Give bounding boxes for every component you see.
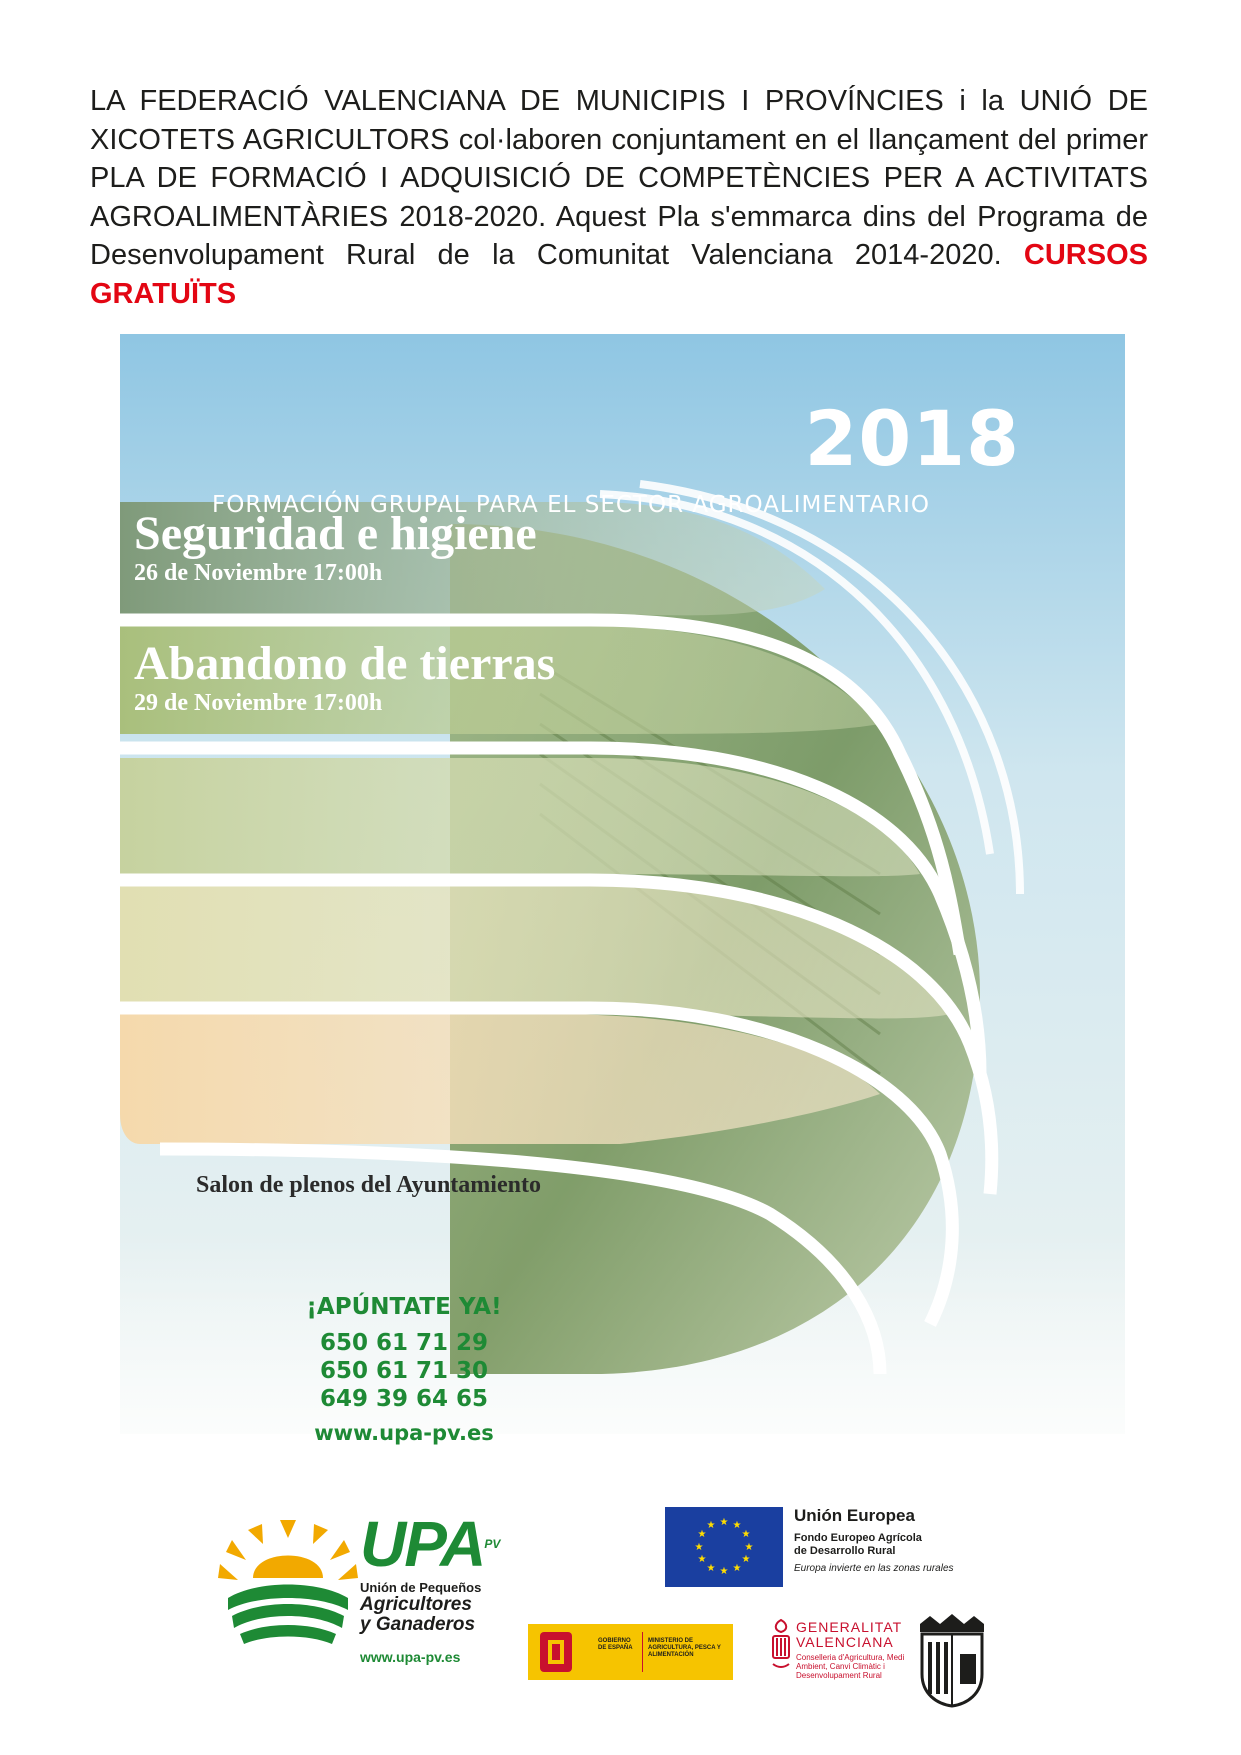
upa-website[interactable]: www.upa-pv.es: [360, 1649, 461, 1665]
eu-sub-2: de Desarrollo Rural: [794, 1545, 896, 1557]
phone-number-2: 650 61 71 30: [319, 1358, 489, 1384]
gobierno-label: GOBIERNO DE ESPAÑA: [598, 1638, 633, 1651]
course-title-1: Seguridad e higiene: [134, 507, 537, 560]
svg-text:★: ★: [732, 1563, 742, 1574]
poster-year: 2018: [804, 394, 1020, 483]
phone-number-1: 650 61 71 29: [319, 1330, 489, 1356]
course-poster: [120, 334, 1125, 1755]
poster-subtitle: FORMACIÓN GRUPAL PARA EL SECTOR AGROALIMENTARIO: [212, 492, 930, 518]
svg-text:★: ★: [741, 1529, 751, 1540]
website-link[interactable]: www.upa-pv.es: [314, 1421, 494, 1445]
gva-emblem-icon: [768, 1618, 794, 1676]
eu-title: Unión Europea: [794, 1506, 915, 1525]
svg-text:★: ★: [697, 1529, 707, 1540]
venue-label: Salon de plenos del Ayuntamiento: [196, 1172, 541, 1198]
svg-text:★: ★: [719, 1566, 729, 1577]
gva-logo-text: [796, 1620, 908, 1680]
svg-text:★: ★: [719, 1517, 729, 1528]
eu-fund-text: [794, 1506, 954, 1574]
signup-call-to-action: ¡APÚNTATE YA!: [306, 1294, 502, 1320]
svg-text:★: ★: [706, 1563, 716, 1574]
gobierno-logo: [528, 1624, 733, 1680]
svg-text:★: ★: [706, 1520, 716, 1531]
gva-sub: Conselleria d'Agricultura, Medi Ambient, Canvi Climàtic i Desenvolupament Rural: [796, 1653, 905, 1680]
intro-paragraph: [90, 82, 1148, 313]
municipal-crest-icon: [912, 1614, 992, 1708]
upa-line-2: Agricultores: [360, 1594, 472, 1615]
course-title-2: Abandono de tierras: [134, 637, 556, 690]
eu-flag-icon: [665, 1507, 783, 1587]
upa-wordmark: UPA: [360, 1508, 485, 1580]
phone-number-3: 649 39 64 65: [319, 1386, 489, 1412]
upa-line-3: y Ganaderos: [360, 1614, 476, 1635]
svg-text:★: ★: [697, 1554, 707, 1565]
svg-text:★: ★: [732, 1520, 742, 1531]
upa-logo-text: [360, 1508, 520, 1665]
contact-block: [254, 1294, 554, 1445]
intro-text: LA FEDERACIÓ VALENCIANA DE MUNICIPIS I PROVÍNCIES i la UNIÓ DE XICOTETS AGRICULTORS col·laboren conjuntament en el llançament del primer PLA DE FORMACIÓ I ADQUISICIÓ DE COMPETÈNCIES PER A ACTIVITATS AGROALIMENTÀRIES 2018-2020. Aquest Pla s'emmarca dins del Programa de Desenvolupament Rural de la Comunitat Valenciana 2014-2020.: [90, 85, 1148, 271]
svg-text:★: ★: [694, 1542, 704, 1553]
eu-sub-1: Fondo Europeo Agrícola: [794, 1532, 922, 1544]
gva-line-1: GENERALITAT: [796, 1619, 903, 1635]
upa-line-1: Unión de Pequeños: [360, 1580, 482, 1595]
gva-line-2: VALENCIANA: [796, 1634, 894, 1650]
svg-text:★: ★: [744, 1542, 754, 1553]
ministerio-label: MINISTERIO DE AGRICULTURA, PESCA Y ALIMENTACIÓN: [648, 1638, 721, 1658]
eu-tagline: Europa invierte en las zonas rurales: [794, 1563, 954, 1574]
course-date-1: 26 de Noviembre 17:00h: [134, 560, 383, 586]
free-courses-highlight: CURSOS GRATUÏTS: [90, 239, 1148, 310]
spain-shield-icon: [536, 1630, 576, 1674]
upa-region: PV: [484, 1537, 501, 1551]
svg-text:★: ★: [741, 1554, 751, 1565]
course-date-2: 29 de Noviembre 17:00h: [134, 690, 383, 716]
upa-sun-icon: [218, 1518, 358, 1648]
